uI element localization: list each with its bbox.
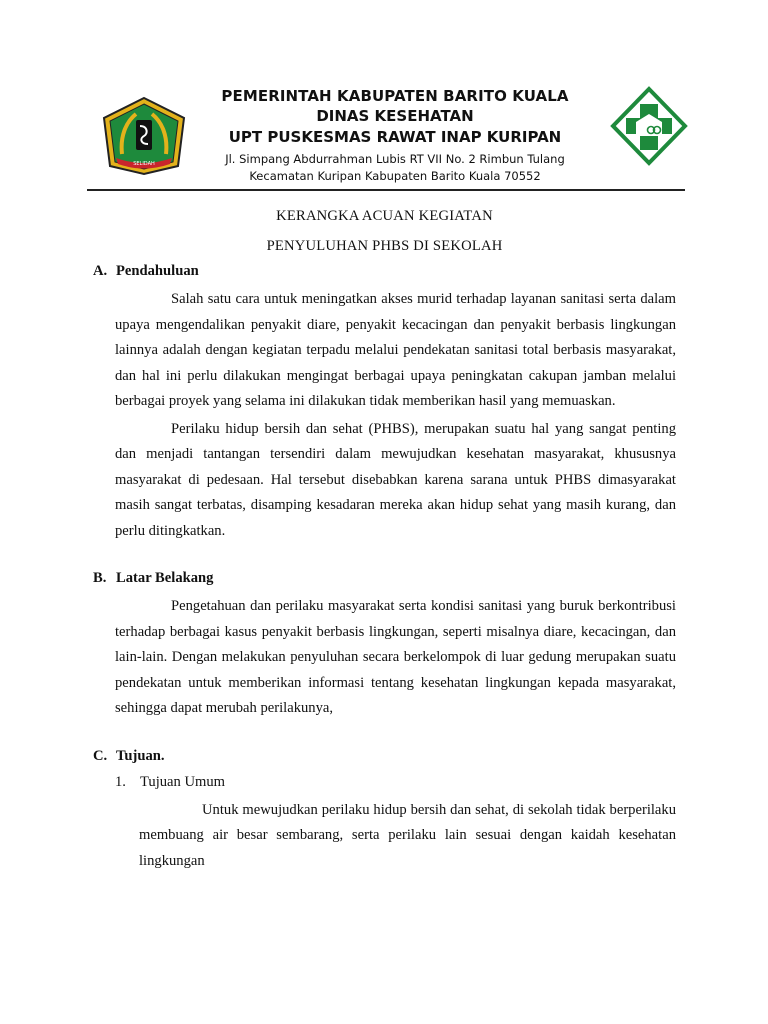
subsection-number: 1. xyxy=(115,773,126,790)
puskesmas-emblem-logo xyxy=(610,86,688,166)
section-a-heading xyxy=(93,259,676,283)
paragraph: Untuk mewujudkan perilaku hidup bersih dan sehat, di sekolah tidak berperilaku membuang air besar sembarang, serta perilaku lain sesuai dengan kaidah kesehatan lingkungan xyxy=(139,801,676,869)
letterhead xyxy=(0,0,768,190)
emblem-ribbon-text: SELIDAH xyxy=(133,161,155,167)
government-name: PEMERINTAH KABUPATEN BARITO KUALA xyxy=(221,87,569,105)
paragraph: Salah satu cara untuk meningatkan akses murid terhadap layanan sanitasi serta dalam upaya mengendalikan penyakit diare, penyakit kecacingan dan penyakit berbasis lingkungan lainnya adalah dengan kegiatan terpadu melalui pendekatan sanitasi total berbasis masyarakat, dan hal ini perlu dilakukan mengingat berbagai upaya peningkatan cakupan jamban melalui berbagai proyek yang selama ini dilakukan tidak memberikan hasil yang memuaskan. xyxy=(115,291,676,409)
letterhead-divider xyxy=(87,189,685,191)
section-letter: A. xyxy=(93,263,108,279)
letterhead-text xyxy=(190,86,600,185)
section-title: Pendahuluan xyxy=(116,263,199,279)
paragraph: Pengetahuan dan perilaku masyarakat serta kondisi sanitasi yang buruk berkontribusi terhadap berbagai kasus penyakit berbasis lingkungan, seperti misalnya diare, kecacingan, dan lain-lain. Dengan melakukan penyuluhan secara berkelompok di luar gedung merupakan suatu pendekatan untuk memberikan informasi tentang kesehatan lingkungan kepada masyarakat, sehingga dapat merubah perilakunya, xyxy=(115,598,676,716)
subsection-heading xyxy=(93,770,676,794)
spacer xyxy=(93,544,676,566)
spacer xyxy=(93,722,676,744)
document-title: KERANGKA ACUAN KEGIATAN xyxy=(276,208,493,224)
section-letter: C. xyxy=(93,747,108,764)
institution-name: UPT PUSKESMAS RAWAT INAP KURIPAN xyxy=(228,128,562,146)
section-title: Latar Belakang xyxy=(116,570,214,586)
subsection-title: Tujuan Umum xyxy=(140,773,226,790)
section-b-heading xyxy=(93,566,676,590)
section-title: Tujuan. xyxy=(116,747,165,764)
document-subtitle: PENYULUHAN PHBS DI SEKOLAH xyxy=(266,238,503,254)
document-body xyxy=(93,200,676,874)
section-c-heading xyxy=(93,744,676,768)
regency-emblem-logo xyxy=(102,96,186,176)
address-line-2: Kecamatan Kuripan Kabupaten Barito Kuala 70552 xyxy=(249,169,541,183)
paragraph: Perilaku hidup bersih dan sehat (PHBS), merupakan suatu hal yang sangat penting dan menjadi tantangan tersendiri dalam mewujudkan kesehatan masyarakat, khususnya masyarakat di pedesaan. Hal tersebut disebabkan karena sarana untuk PHBS dimasyarakat masih sangat terbatas, disamping kesadaran mereka akan hidup sehat yang masih kurang, dan perlu ditingkatkan. xyxy=(115,420,676,539)
address-line-1: Jl. Simpang Abdurrahman Lubis RT VII No. 2 Rimbun Tulang xyxy=(225,152,565,166)
agency-name: DINAS KESEHATAN xyxy=(316,107,474,125)
section-letter: B. xyxy=(93,570,107,586)
